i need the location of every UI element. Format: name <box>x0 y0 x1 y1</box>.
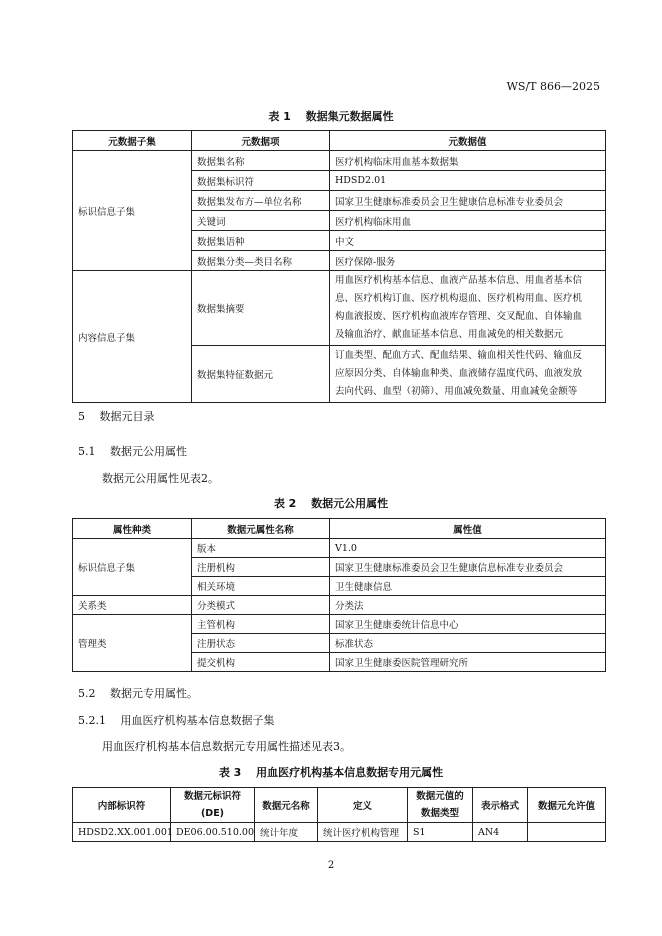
table2-group-cell: 管理类 <box>73 615 192 672</box>
table3-header <box>408 788 473 823</box>
page-number: 2 <box>327 860 335 871</box>
table1-feature-value <box>330 346 606 403</box>
table1-abstract-value <box>330 271 606 346</box>
table2-header-row <box>73 519 606 539</box>
header-line: 数据元值的 <box>416 791 464 802</box>
section-5-title: 5 数据元目录 <box>78 410 155 423</box>
table1 <box>72 130 606 403</box>
table1-value-cell: HDSD2.01 <box>330 171 606 191</box>
table3-cell: S1 <box>408 823 473 842</box>
table1-caption: 表 1 数据集元数据属性 <box>268 110 394 123</box>
table1-header: 元数据子集 <box>73 131 192 151</box>
table1-header: 元数据项 <box>192 131 330 151</box>
table3-header: 表示格式 <box>473 788 528 823</box>
table1-item-cell: 数据集特征数据元 <box>192 346 330 403</box>
text-line: 及输血治疗、献血证基本信息、用血减免的相关数据元 <box>335 329 564 340</box>
table1-value-cell: 中文 <box>330 231 606 251</box>
table2-value-cell: V1.0 <box>330 539 606 558</box>
text-line: 息、医疗机构订血、医疗机构退血、医疗机构用血、医疗机 <box>335 293 583 304</box>
table-row <box>73 615 606 634</box>
text-line: 订血类型、配血方式、配血结果、输血相关性代码、输血反 <box>335 350 583 361</box>
table-row <box>73 823 606 842</box>
table3-header: 数据元允许值 <box>528 788 606 823</box>
table2-value-cell: 国家卫生健康委统计信息中心 <box>330 615 606 634</box>
section-5-2-title: 5.2 数据元专用属性。 <box>78 687 198 700</box>
section-5-2-1-text: 用血医疗机构基本信息数据元专用属性描述见表3。 <box>102 740 351 753</box>
table1-group-cell: 标识信息子集 <box>73 151 192 271</box>
section-5-1-text: 数据元公用属性见表2。 <box>102 472 219 485</box>
table2-header: 数据元属性名称 <box>192 519 330 539</box>
table3-cell: HDSD2.XX.001.001 <box>73 823 171 842</box>
table1-value-cell: 医疗保障-服务 <box>330 251 606 271</box>
table2-item-cell: 版本 <box>192 539 330 558</box>
text-line: 用血医疗机构基本信息、血液产品基本信息、用血者基本信 <box>335 275 583 286</box>
table2-item-cell: 注册状态 <box>192 634 330 653</box>
table3-header <box>171 788 255 823</box>
table2 <box>72 518 606 672</box>
table3-caption: 表 3 用血医疗机构基本信息数据专用元属性 <box>218 766 444 779</box>
table-row <box>73 596 606 615</box>
table2-value-cell: 标准状态 <box>330 634 606 653</box>
section-5-1-title: 5.1 数据元公用属性 <box>78 445 187 458</box>
table1-header-row <box>73 131 606 151</box>
section-5-2-1-title: 5.2.1 用血医疗机构基本信息数据子集 <box>78 714 275 727</box>
table3-cell: DE06.00.510.00 <box>171 823 255 842</box>
table2-value-cell: 分类法 <box>330 596 606 615</box>
standard-number: WS/T 866—2025 <box>506 80 600 93</box>
table-row <box>73 539 606 558</box>
text-line: 构血液报废、医疗机构血液库存管理、交叉配血、自体输血 <box>335 311 583 322</box>
table3-header: 数据元名称 <box>255 788 318 823</box>
table1-value-cell: 国家卫生健康标准委员会卫生健康信息标准专业委员会 <box>330 191 606 211</box>
text-line: 应原因分类、自体输血种类、血液储存温度代码、血液发放 <box>335 368 583 379</box>
table3 <box>72 787 606 842</box>
text-line: 去向代码、血型（初筛）、用血减免数量、用血减免金额等 <box>335 386 578 397</box>
table2-item-cell: 提交机构 <box>192 653 330 672</box>
table1-value-cell: 医疗机构临床用血基本数据集 <box>330 151 606 171</box>
table3-header: 内部标识符 <box>73 788 171 823</box>
table2-group-cell: 标识信息子集 <box>73 539 192 596</box>
table2-header: 属性值 <box>330 519 606 539</box>
table3-header: 定义 <box>318 788 408 823</box>
table2-value-cell: 国家卫生健康标准委员会卫生健康信息标准专业委员会 <box>330 558 606 577</box>
table3-cell: 统计年度 <box>255 823 318 842</box>
header-line: 数据元标识符 <box>183 791 241 802</box>
table2-caption: 表 2 数据元公用属性 <box>273 497 389 510</box>
table1-header: 元数据值 <box>330 131 606 151</box>
table-row <box>73 151 606 171</box>
table2-item-cell: 注册机构 <box>192 558 330 577</box>
table1-group-cell: 内容信息子集 <box>73 271 192 403</box>
table1-item-cell: 数据集分类—类目名称 <box>192 251 330 271</box>
table2-header: 属性种类 <box>73 519 192 539</box>
header-line: 数据类型 <box>420 808 459 819</box>
table2-value-cell: 卫生健康信息 <box>330 577 606 596</box>
table3-cell: AN4 <box>473 823 528 842</box>
table2-item-cell: 分类模式 <box>192 596 330 615</box>
table1-item-cell: 数据集摘要 <box>192 271 330 346</box>
table2-value-cell: 国家卫生健康委医院管理研究所 <box>330 653 606 672</box>
header-line: (DE) <box>200 808 225 819</box>
table2-item-cell: 相关环境 <box>192 577 330 596</box>
table3-header-row <box>73 788 606 823</box>
table1-item-cell: 数据集标识符 <box>192 171 330 191</box>
table1-item-cell: 数据集发布方—单位名称 <box>192 191 330 211</box>
table-row <box>73 271 606 346</box>
table2-group-cell: 关系类 <box>73 596 192 615</box>
table1-item-cell: 关键词 <box>192 211 330 231</box>
table3-cell <box>528 823 606 842</box>
table1-value-cell: 医疗机构临床用血 <box>330 211 606 231</box>
table1-item-cell: 数据集语种 <box>192 231 330 251</box>
table3-cell: 统计医疗机构管理 <box>318 823 408 842</box>
table2-item-cell: 主管机构 <box>192 615 330 634</box>
table1-item-cell: 数据集名称 <box>192 151 330 171</box>
